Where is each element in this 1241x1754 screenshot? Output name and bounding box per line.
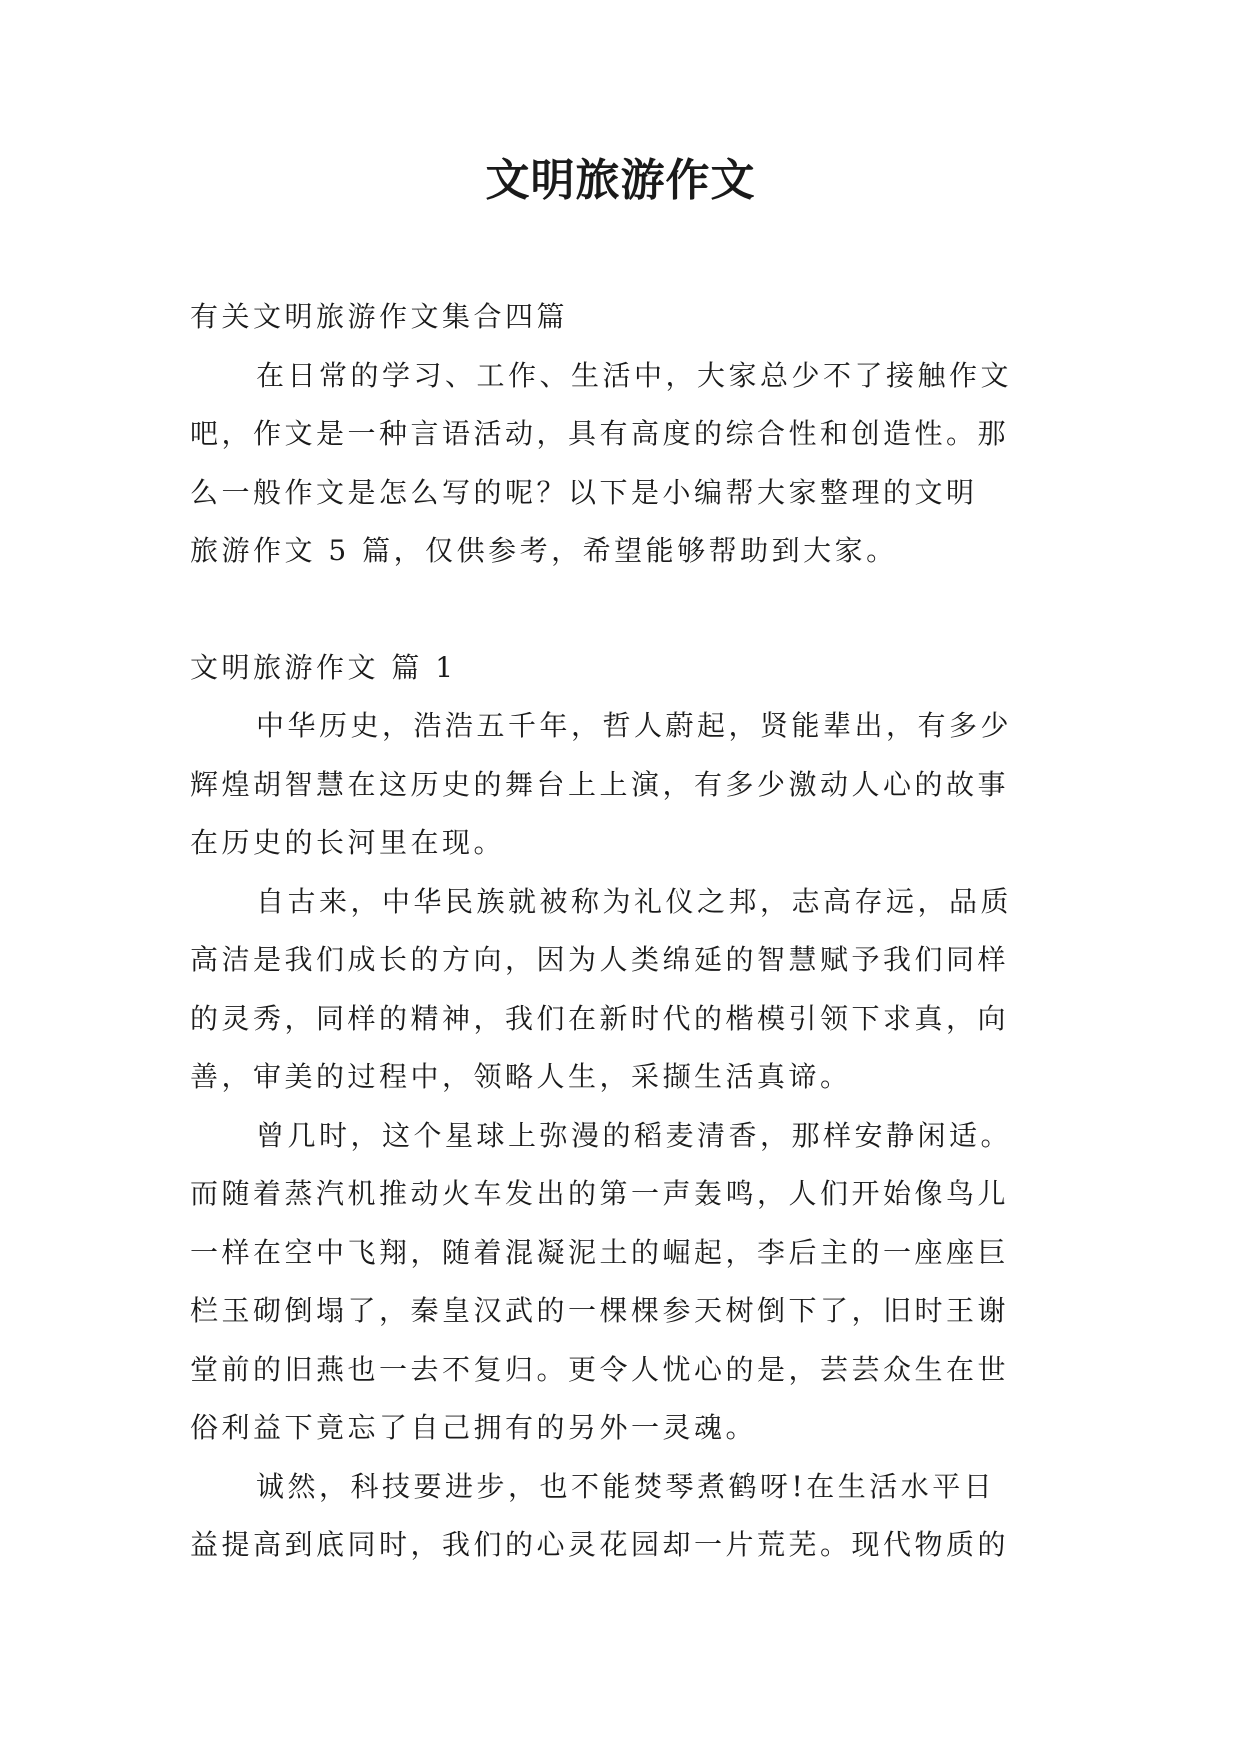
paragraph-gap bbox=[190, 581, 1050, 639]
text-line: 有关文明旅游作文集合四篇 bbox=[190, 300, 569, 333]
paragraph-first-line: 自古来，中华民族就被称为礼仪之邦，志高存远，品质 bbox=[256, 884, 1013, 918]
text-line: 俗利益下竟忘了自己拥有的另外一灵魂。 bbox=[190, 1411, 758, 1444]
document-title: 文明旅游作文 bbox=[485, 155, 756, 206]
paragraph-first-line: 在日常的学习、工作、生活中，大家总少不了接触作文 bbox=[256, 358, 1013, 392]
text-line: 栏玉砌倒塌了，秦皇汉武的一棵棵参天树倒下了，旧时王谢 bbox=[190, 1294, 1010, 1327]
text-line: 么一般作文是怎么写的呢？以下是小编帮大家整理的文明 bbox=[190, 475, 978, 509]
text-line: 在历史的长河里在现。 bbox=[190, 826, 506, 859]
paragraph-first-line: 诚然，科技要进步，也不能焚琴煮鹤呀!在生活水平日 bbox=[256, 1469, 996, 1503]
text-line: 堂前的旧燕也一去不复归。更令人忧心的是，芸芸众生在世 bbox=[190, 1352, 1010, 1386]
text-line: 辉煌胡智慧在这历史的舞台上上演，有多少激动人心的故事 bbox=[190, 767, 1010, 801]
text-line: 善，审美的过程中，领略人生，采撷生活真谛。 bbox=[190, 1060, 852, 1093]
text-line: 旅游作文 5 篇，仅供参考，希望能够帮助到大家。 bbox=[190, 534, 898, 567]
text-line: 而随着蒸汽机推动火车发出的第一声轰鸣，人们开始像鸟儿 bbox=[190, 1177, 1010, 1210]
text-line: 吧，作文是一种言语活动，具有高度的综合性和创造性。那 bbox=[190, 417, 1010, 450]
text-line: 的灵秀，同样的精神，我们在新时代的楷模引领下求真，向 bbox=[190, 1001, 1010, 1035]
text-line: 一样在空中飞翔，随着混凝泥土的崛起，李后主的一座座巨 bbox=[190, 1235, 1010, 1269]
document-body bbox=[190, 288, 1050, 1575]
text-line: 高洁是我们成长的方向，因为人类绵延的智慧赋予我们同样 bbox=[190, 943, 1010, 976]
text-line: 文明旅游作文 篇 1 bbox=[190, 650, 457, 684]
text-line: 益提高到底同时，我们的心灵花园却一片荒芜。现代物质的 bbox=[190, 1528, 1010, 1561]
paragraph-first-line: 中华历史，浩浩五千年，哲人蔚起，贤能辈出，有多少 bbox=[256, 709, 1013, 742]
paragraph-first-line: 曾几时，这个星球上弥漫的稻麦清香，那样安静闲适。 bbox=[256, 1118, 1013, 1152]
